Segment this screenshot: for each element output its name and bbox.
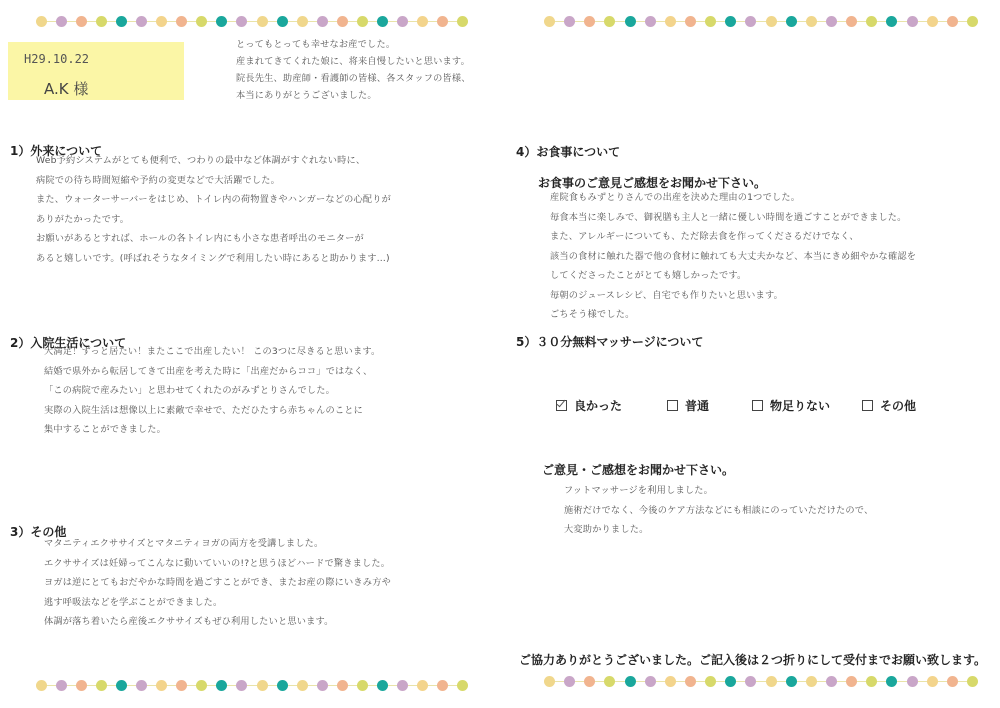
option-label: 物足りない — [770, 399, 831, 413]
decor-dot — [886, 676, 897, 687]
checkbox-icon[interactable] — [862, 400, 873, 411]
decor-dot — [176, 16, 187, 27]
decor-dot — [337, 680, 348, 691]
decor-dot — [437, 16, 448, 27]
bottom-left-dot-border — [36, 678, 468, 694]
decor-dot — [236, 680, 247, 691]
decor-dot — [96, 16, 107, 27]
decor-dot — [584, 676, 595, 687]
decor-dot — [116, 16, 127, 27]
checkbox-icon[interactable] — [752, 400, 763, 411]
decor-dot — [685, 16, 696, 27]
date-text: H29.10.22 — [24, 52, 90, 66]
section-answer-massage — [564, 481, 873, 540]
decor-dot — [377, 16, 388, 27]
intro-line: とってもとっても幸せなお産でした。 — [236, 39, 396, 50]
answer-line: また、アレルギーについても、ただ除去食を作ってくださるだけでなく、 — [550, 231, 859, 242]
option-normal[interactable] — [667, 397, 709, 414]
section-title-other: 3）その他 — [10, 525, 67, 539]
answer-line: 施術だけでなく、今後のケア方法などにも相談にのっていただけたので、 — [564, 504, 874, 516]
decor-dot — [96, 680, 107, 691]
decor-dot — [257, 680, 268, 691]
answer-line: 逃す呼吸法などを学ぶことができました。 — [44, 596, 223, 608]
decor-dot — [665, 676, 676, 687]
answer-line: お願いがあるとすれば、ホールの各トイレ内にも小さな患者呼出のモニターが — [36, 233, 364, 244]
decor-dot — [645, 676, 656, 687]
answer-line: Web予約システムがとても便利で、つわりの最中など体調がすぐれない時に、 — [36, 155, 366, 166]
intro-message — [236, 36, 471, 104]
answer-line: 毎食本当に楽しみで、御祝膳も主人と一緒に優しい時間を過ごすことができました。 — [550, 211, 907, 223]
decor-dot — [457, 680, 468, 691]
answer-line: エクササイズは妊婦ってこんなに動いていいの!?と思うほどハードで驚きました。 — [44, 557, 391, 569]
decor-dot — [236, 16, 247, 27]
decor-dot — [625, 16, 636, 27]
answer-line: 病院での待ち時間短縮や予約の変更などで大活躍でした。 — [36, 174, 281, 186]
decor-dot — [826, 16, 837, 27]
decor-dot — [277, 680, 288, 691]
decor-dot — [417, 16, 428, 27]
answer-line: 大満足！ずっと居たい！またここで出産したい！ この3つに尽きると思います。 — [44, 346, 381, 357]
answer-line: 大変助かりました。 — [564, 524, 649, 535]
decor-dot — [317, 680, 328, 691]
decor-dot — [277, 16, 288, 27]
option-label: 普通 — [685, 399, 710, 413]
answer-line: 毎朝のジュースレシピ、自宅でも作りたいと思います。 — [550, 289, 783, 301]
option-not-enough[interactable] — [752, 397, 830, 414]
answer-line: また、ウォーターサーバーをはじめ、トイレ内の荷物置きやハンガーなどの心配りが — [36, 194, 392, 205]
decor-dot — [725, 16, 736, 27]
decor-dot — [604, 16, 615, 27]
section-answer-other — [44, 534, 391, 632]
decor-dot — [377, 680, 388, 691]
decor-dot — [357, 680, 368, 691]
option-label: その他 — [880, 399, 917, 413]
answer-line: ごちそう様でした。 — [550, 309, 635, 320]
answer-line: してくださったことがとても嬉しかったです。 — [550, 270, 747, 281]
section-answer-inpatient — [44, 342, 380, 440]
decor-dot — [176, 680, 187, 691]
decor-dot — [337, 16, 348, 27]
decor-dot — [786, 676, 797, 687]
decor-dot — [745, 16, 756, 27]
intro-line: 院長先生、助産師・看護師の皆様、各スタッフの皆様、 — [236, 73, 471, 84]
meals-question: お食事のご意見ご感想をお聞かせ下さい。 — [538, 176, 767, 190]
decor-dot — [584, 16, 595, 27]
decor-dot — [156, 680, 167, 691]
decor-dot — [967, 676, 978, 687]
decor-dot — [725, 676, 736, 687]
decor-dot — [766, 676, 777, 687]
decor-dot — [297, 680, 308, 691]
answer-line: 体調が落ち着いたら産後エクササイズもぜひ利用したいと思います。 — [44, 616, 334, 627]
checkbox-checked-icon[interactable] — [556, 400, 567, 411]
decor-dot — [685, 676, 696, 687]
decor-dot — [705, 676, 716, 687]
decor-dot — [196, 16, 207, 27]
answer-line: 該当の食材に触れた器で他の食材に触れても大丈夫かなど、本当にきめ細やかな確認を — [550, 250, 917, 262]
decor-dot — [297, 16, 308, 27]
answer-line: ヨガは逆にとてもおだやかな時間を過ごすことができ、またお産の際にいきみ方や — [44, 577, 391, 588]
decor-dot — [866, 16, 877, 27]
decor-dot — [216, 16, 227, 27]
decor-dot — [907, 676, 918, 687]
section-title-meals: 4）お食事について — [516, 145, 621, 159]
decor-dot — [927, 16, 938, 27]
decor-dot — [357, 16, 368, 27]
answer-line: 「この病院で産みたい」と思わせてくれたのがみずとりさんでした。 — [44, 385, 336, 396]
intro-line: 産まれてきてくれた娘に、将来自慢したいと思います。 — [236, 56, 470, 67]
section-title-massage: 5）３０分無料マッサージについて — [516, 335, 704, 349]
decor-dot — [56, 680, 67, 691]
footer-note: ご協力ありがとうございました。ご記入後は２つ折りにして受付までお願い致します。 — [519, 653, 987, 667]
decor-dot — [36, 16, 47, 27]
decor-dot — [136, 680, 147, 691]
decor-dot — [437, 680, 448, 691]
answer-line: 結婚で県外から転居してきて出産を考えた時に「出産だからココ」ではなく、 — [44, 365, 373, 377]
decor-dot — [116, 680, 127, 691]
decor-dot — [645, 16, 656, 27]
answer-line: 実際の入院生活は想像以上に素敵で幸せで、ただひたすら赤ちゃんのことに — [44, 404, 363, 416]
answer-line: 集中することができました。 — [44, 424, 167, 435]
section-answer-meals — [550, 188, 916, 325]
decor-dot — [317, 16, 328, 27]
decor-dot — [947, 16, 958, 27]
decor-dot — [826, 676, 837, 687]
decor-dot — [886, 16, 897, 27]
decor-dot — [745, 676, 756, 687]
decor-dot — [846, 16, 857, 27]
section-answer-outpatient — [36, 151, 391, 268]
decor-dot — [76, 16, 87, 27]
option-other[interactable] — [862, 397, 916, 414]
section-title-inpatient: 2）入院生活について — [10, 336, 127, 350]
decor-dot — [866, 676, 877, 687]
decor-dot — [544, 676, 555, 687]
decor-dot — [665, 16, 676, 27]
section-title-outpatient: 1）外来について — [10, 144, 103, 158]
decor-dot — [156, 16, 167, 27]
answer-line: あると嬉しいです。(呼ばれそうなタイミングで利用したい時にあると助かります…) — [36, 252, 390, 264]
checkbox-icon[interactable] — [667, 400, 678, 411]
decor-dot — [397, 16, 408, 27]
decor-dot — [967, 16, 978, 27]
option-label: 良かった — [574, 399, 623, 413]
decor-dot — [604, 676, 615, 687]
intro-line: 本当にありがとうございました。 — [236, 90, 377, 101]
decor-dot — [36, 680, 47, 691]
decor-dot — [136, 16, 147, 27]
decor-dot — [625, 676, 636, 687]
bottom-right-dot-border — [544, 674, 978, 690]
decor-dot — [927, 676, 938, 687]
decor-dot — [786, 16, 797, 27]
answer-line: 産院食もみずとりさんでの出産を決めた理由の1つでした。 — [550, 192, 801, 203]
decor-dot — [544, 16, 555, 27]
decor-dot — [564, 16, 575, 27]
answer-line: ありがたかったです。 — [36, 213, 130, 225]
decor-dot — [216, 680, 227, 691]
decor-dot — [76, 680, 87, 691]
decor-dot — [457, 16, 468, 27]
decor-dot — [196, 680, 207, 691]
decor-dot — [56, 16, 67, 27]
decor-dot — [907, 16, 918, 27]
opinion-question: ご意見・ご感想をお聞かせ下さい。 — [542, 463, 735, 477]
name-tag — [8, 42, 184, 100]
top-right-dot-border — [544, 14, 978, 30]
decor-dot — [947, 676, 958, 687]
decor-dot — [806, 16, 817, 27]
answer-line: フットマッサージを利用しました。 — [564, 485, 714, 496]
customer-name: A.K 様 — [44, 80, 89, 98]
decor-dot — [397, 680, 408, 691]
decor-dot — [257, 16, 268, 27]
option-good[interactable] — [556, 397, 622, 414]
decor-dot — [846, 676, 857, 687]
top-left-dot-border — [36, 14, 468, 30]
decor-dot — [564, 676, 575, 687]
decor-dot — [705, 16, 716, 27]
answer-line: マタニティエクササイズとマタニティヨガの両方を受講しました。 — [44, 538, 324, 549]
decor-dot — [806, 676, 817, 687]
decor-dot — [766, 16, 777, 27]
decor-dot — [417, 680, 428, 691]
